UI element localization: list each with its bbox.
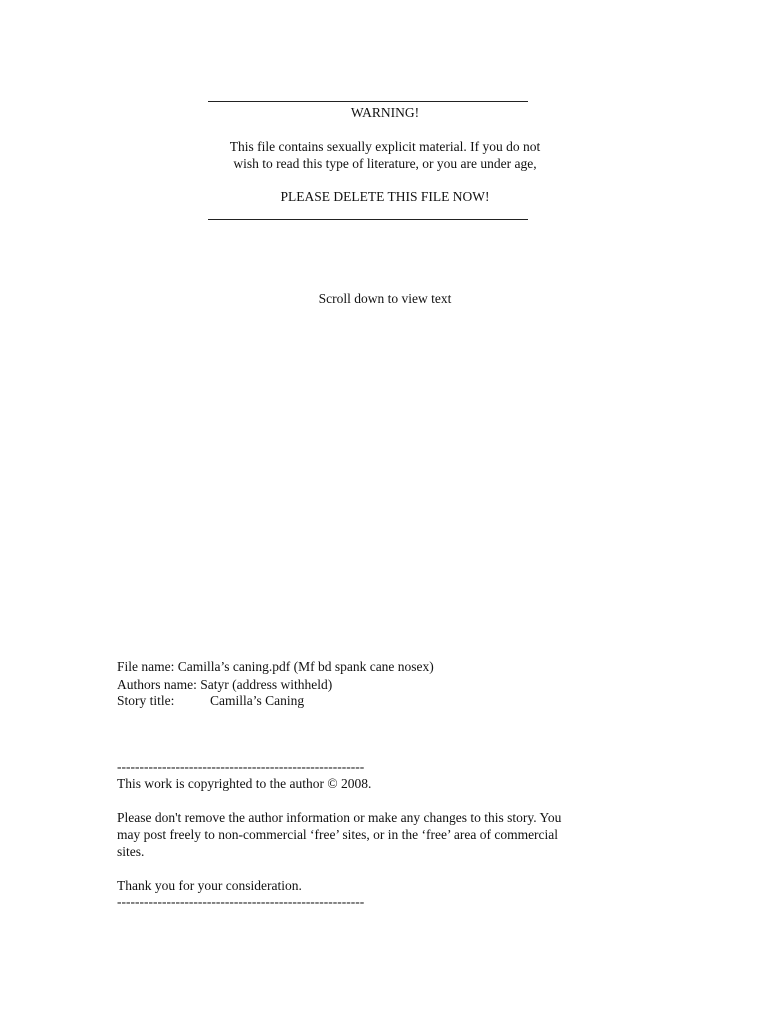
story-title-line xyxy=(117,692,304,709)
request-line-1: Please don't remove the author information or make any changes to this story. You xyxy=(117,810,562,825)
warning-line-2: wish to read this type of literature, or you are under age, xyxy=(233,156,537,171)
delete-notice: PLEASE DELETE THIS FILE NOW! xyxy=(280,189,490,204)
file-name-line: File name: Camilla’s caning.pdf (Mf bd spank cane nosex) xyxy=(117,659,434,674)
request-line-3: sites. xyxy=(117,844,145,859)
warning-line-1: This file contains sexually explicit material. If you do not xyxy=(229,139,541,154)
scroll-hint: Scroll down to view text xyxy=(318,291,452,306)
thanks-line: Thank you for your consideration. xyxy=(117,878,302,893)
authors-name-line: Authors name: Satyr (address withheld) xyxy=(117,677,333,692)
story-title-value: Camilla’s Caning xyxy=(210,693,305,708)
warning-top-rule xyxy=(208,101,528,102)
request-paragraph xyxy=(117,809,647,860)
warning-title: WARNING! xyxy=(350,105,420,120)
separator-bottom: ------------------------------------------------------- xyxy=(117,894,365,909)
copyright-notice: This work is copyrighted to the author © 2008. xyxy=(117,776,372,791)
warning-bottom-rule xyxy=(208,219,528,220)
separator-top: ------------------------------------------------------- xyxy=(117,759,365,774)
request-line-2: may post freely to non-commercial ‘free’ sites, or in the ‘free’ area of commercial xyxy=(117,827,559,842)
story-title-label: Story title: xyxy=(117,693,175,708)
